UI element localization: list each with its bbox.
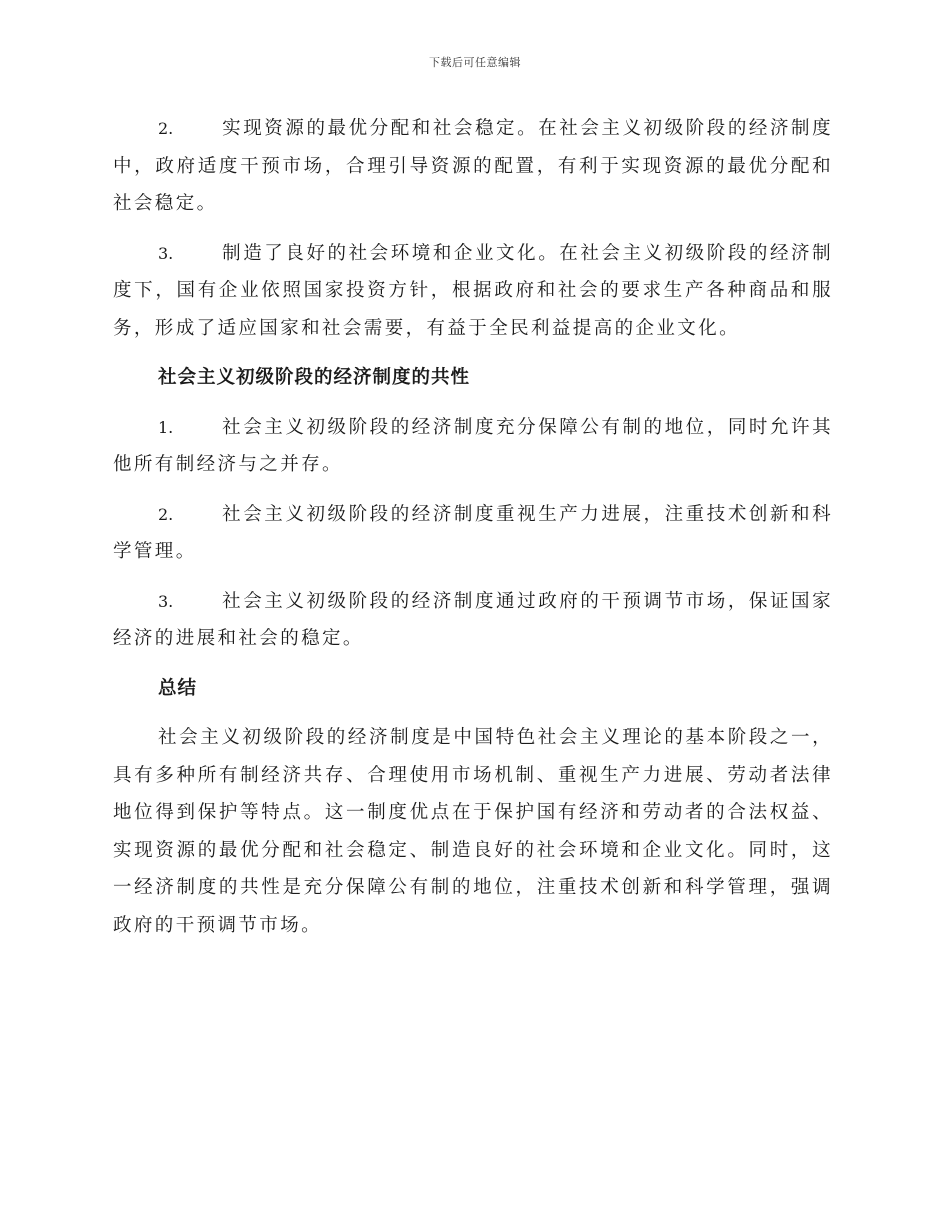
list-item-text: 社会主义初级阶段的经济制度充分保障公有制的地位，同时允许其他所有制经济与之并存。 — [113, 416, 833, 475]
list-item — [113, 496, 833, 571]
list-item-text: 社会主义初级阶段的经济制度通过政府的干预调节市场，保证国家经济的进展和社会的稳定。 — [113, 590, 833, 649]
list-item-text: 制造了良好的社会环境和企业文化。在社会主义初级阶段的经济制度下，国有企业依照国家投资方针，根据政府和社会的要求生产各种商品和服务，形成了适应国家和社会需要，有益于全民利益提高的企业文化。 — [113, 242, 833, 339]
list-item — [113, 409, 833, 484]
list-number: 3. — [158, 591, 174, 611]
list-item — [113, 235, 833, 348]
summary-paragraph: 社会主义初级阶段的经济制度是中国特色社会主义理论的基本阶段之一，具有多种所有制经济共存、合理使用市场机制、重视生产力进展、劳动者法律地位得到保护等特点。这一制度优点在于保护国有经济和劳动者的合法权益、实现资源的最优分配和社会稳定、制造良好的社会环境和企业文化。同时，这一经济制度的共性是充分保障公有制的地位，注重技术创新和科学管理，强调政府的干预调节市场。 — [113, 727, 833, 936]
list-item-text: 实现资源的最优分配和社会稳定。在社会主义初级阶段的经济制度中，政府适度干预市场，合理引导资源的配置，有利于实现资源的最优分配和社会稳定。 — [113, 118, 833, 214]
list-number: 2. — [158, 119, 174, 138]
list-number: 2. — [158, 504, 174, 524]
list-item — [113, 583, 833, 658]
list-number: 3. — [158, 243, 174, 263]
list-number: 1. — [158, 417, 174, 437]
section-heading: 社会主义初级阶段的经济制度的共性 — [158, 367, 471, 388]
list-item-text: 社会主义初级阶段的经济制度重视生产力进展，注重技术创新和科学管理。 — [113, 503, 833, 562]
summary-heading: 总结 — [158, 677, 198, 699]
document-body — [113, 110, 833, 956]
list-item — [113, 110, 833, 223]
page-header: 下载后可任意编辑 — [429, 56, 521, 69]
